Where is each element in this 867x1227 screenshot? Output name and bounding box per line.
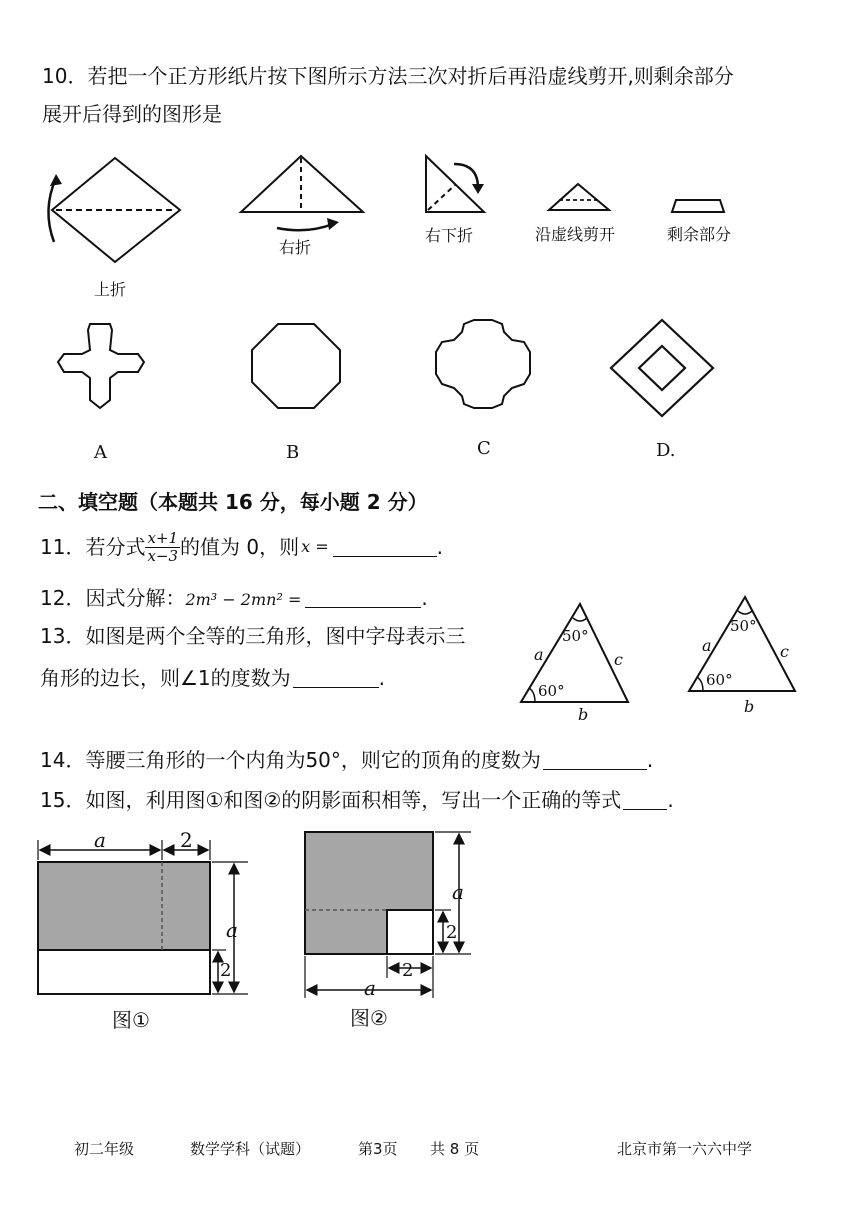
fig2-bottom-2-label: 2	[402, 960, 414, 981]
figure-2-diagram	[295, 826, 485, 1006]
fig2-bottom-a-label: a	[364, 976, 376, 1000]
q10-line1: 10．若把一个正方形纸片按下图所示方法三次对折后再沿虚线剪开,则剩余部分	[42, 64, 734, 88]
section-2-title: 二、填空题（本题共 16 分，每小题 2 分）	[38, 490, 428, 514]
step-label-remaining: 剩余部分	[667, 225, 732, 244]
fig1-right-a-label: a	[226, 918, 238, 942]
q14-answer-blank[interactable]	[543, 751, 647, 770]
option-d-label[interactable]: D.	[656, 440, 676, 461]
q11-middle: 的值为 0，则	[180, 535, 300, 559]
q10-line2: 展开后得到的图形是	[42, 102, 222, 126]
q13-end: .	[378, 666, 386, 690]
footer-subject: 数学学科（试题）	[190, 1140, 311, 1158]
option-a-label[interactable]: A	[94, 442, 107, 463]
tri1-side-c: c	[614, 650, 623, 669]
q12-end: .	[421, 586, 428, 610]
tri2-side-a: a	[702, 636, 712, 655]
q12	[40, 588, 428, 608]
q15-answer-blank[interactable]	[623, 791, 667, 810]
option-b-label[interactable]: B	[286, 442, 300, 463]
tri1-side-a: a	[534, 645, 544, 664]
q12-prefix: 12．因式分解：	[40, 586, 186, 610]
q13-line1: 13．如图是两个全等的三角形，图中字母表示三	[40, 624, 466, 648]
tri1-side-b: b	[578, 705, 589, 724]
option-b-figure[interactable]	[246, 320, 346, 412]
tri2-side-c: c	[780, 642, 789, 661]
q14-text: 14．等腰三角形的一个内角为50°，则它的顶角的度数为	[40, 748, 541, 772]
q12-expression: 2m³ − 2mn² =	[185, 590, 302, 609]
q11	[40, 530, 443, 564]
q13-answer-blank[interactable]	[293, 669, 379, 688]
fold-step-4-figure	[545, 180, 615, 216]
fig1-top-a-label: a	[94, 828, 106, 852]
fold-step-5-figure	[668, 196, 728, 216]
footer-total-pages: 共 8 页	[430, 1140, 480, 1158]
fig2-right-a-label: a	[452, 880, 464, 904]
q11-prefix: 11．若分式	[40, 535, 146, 559]
fig1-right-2-label: 2	[220, 960, 232, 981]
step-label-down-right-fold: 右下折	[425, 226, 474, 245]
fold-step-1-figure	[40, 150, 190, 275]
tri2-top-angle: 50°	[730, 617, 757, 635]
option-c-label[interactable]: C	[477, 438, 491, 459]
q11-var: x =	[301, 537, 329, 556]
tri2-left-angle: 60°	[706, 671, 733, 689]
q14	[40, 750, 653, 770]
q11-numerator: x+1	[147, 529, 179, 547]
fig1-top-2-label: 2	[180, 828, 193, 852]
fig2-caption: 图②	[350, 1006, 388, 1030]
fig2-right-2-label: 2	[446, 922, 458, 943]
q14-end: .	[646, 748, 654, 772]
tri2-side-b: b	[744, 697, 755, 716]
step-label-right-fold: 右折	[279, 238, 312, 257]
option-c-figure[interactable]	[430, 318, 538, 412]
q15-text: 15．如图，利用图①和图②的阴影面积相等，写出一个正确的等式	[40, 788, 622, 812]
fold-step-3-figure	[420, 150, 510, 220]
footer-school: 北京市第一六六中学	[617, 1140, 753, 1158]
q13-line2	[40, 668, 385, 688]
q12-answer-blank[interactable]	[305, 589, 421, 608]
q15	[40, 790, 674, 810]
fig1-caption: 图①	[112, 1008, 150, 1032]
q11-answer-blank[interactable]	[333, 538, 437, 557]
option-a-figure[interactable]	[52, 320, 148, 410]
tri1-top-angle: 50°	[562, 627, 589, 645]
footer-grade: 初二年级	[74, 1140, 135, 1158]
fold-step-2-figure	[235, 150, 375, 240]
q11-denominator: x−3	[147, 546, 179, 565]
tri1-left-angle: 60°	[538, 682, 565, 700]
q11-end: .	[436, 535, 443, 559]
step-label-cut: 沿虚线剪开	[535, 225, 616, 244]
footer-page: 第3页	[358, 1140, 398, 1158]
q11-fraction	[145, 530, 180, 564]
q13-line2-text: 角形的边长，则∠1的度数为	[40, 666, 291, 690]
step-label-up-fold: 上折	[94, 280, 127, 299]
option-d-figure[interactable]	[605, 316, 719, 416]
q15-end: .	[667, 788, 674, 812]
figure-1-diagram	[30, 830, 270, 1000]
